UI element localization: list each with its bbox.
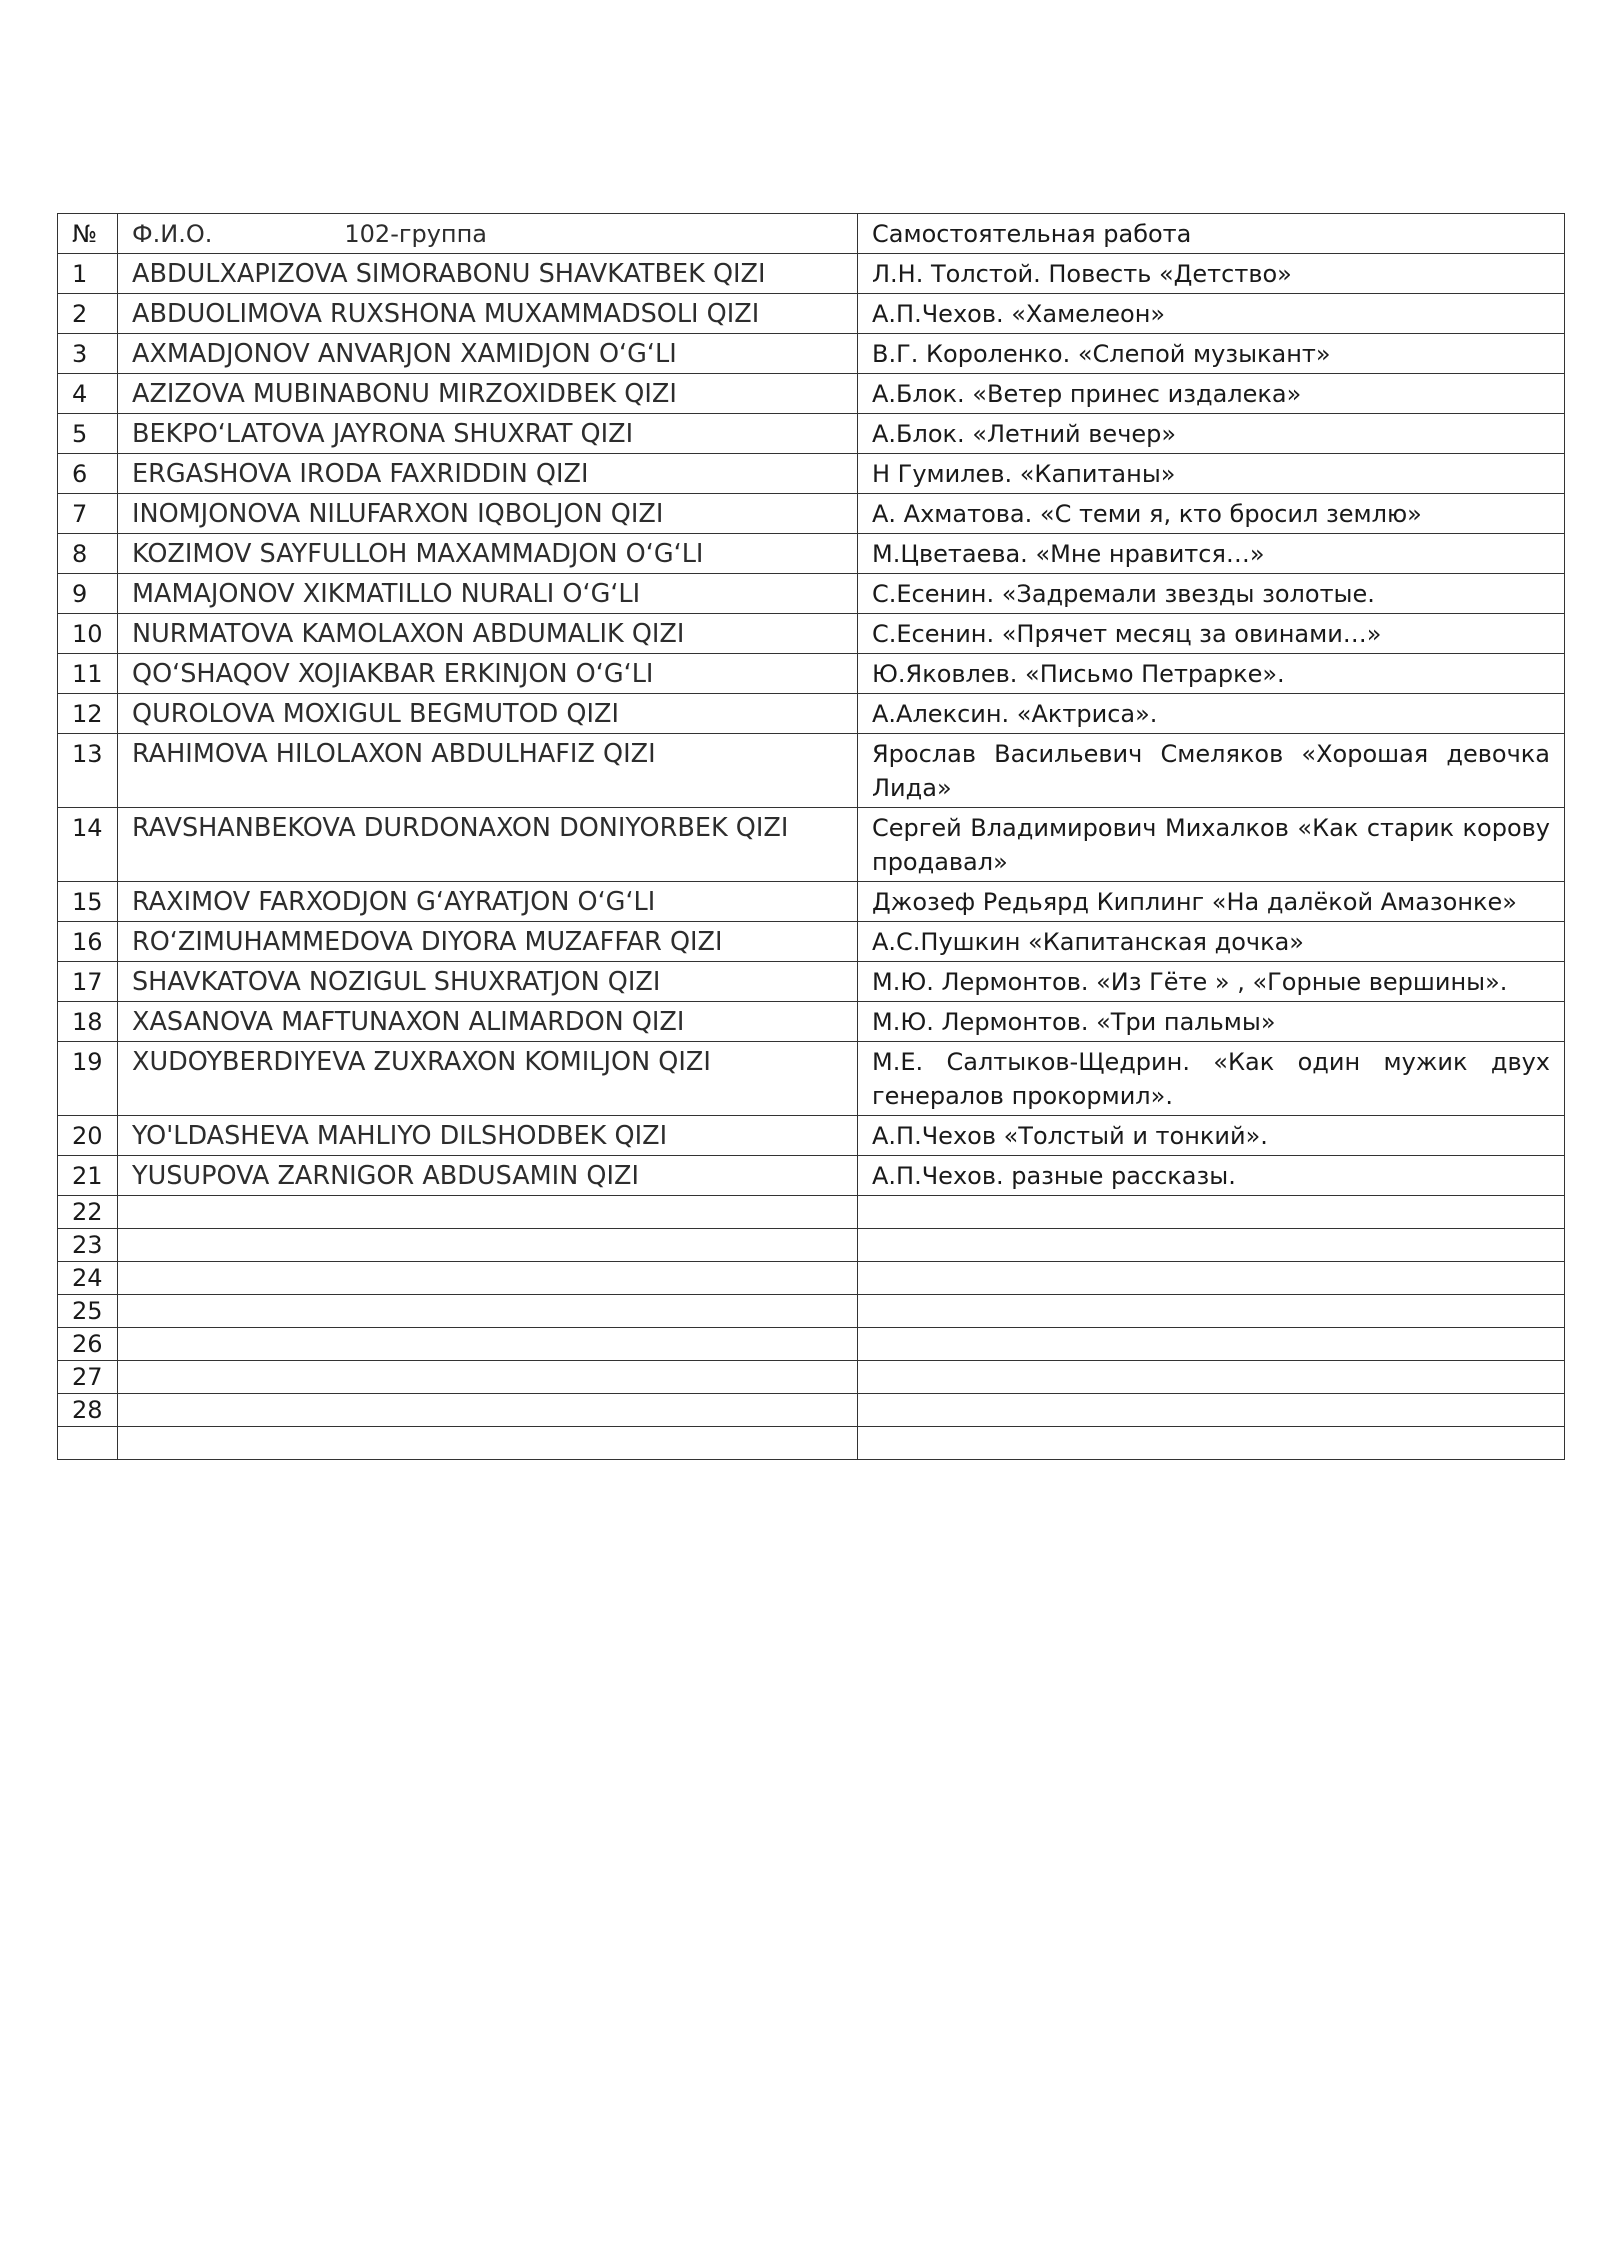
- row-number: 25: [58, 1295, 118, 1328]
- row-number: 24: [58, 1262, 118, 1295]
- header-fio: Ф.И.О.: [132, 220, 213, 248]
- assignment-title: В.Г. Короленко. «Слепой музыкант»: [858, 334, 1565, 374]
- student-name: [118, 1196, 858, 1229]
- student-name: BEKPO‘LATOVA JAYRONA SHUXRAT QIZI: [118, 414, 858, 454]
- assignment-title: [858, 1262, 1565, 1295]
- assignment-title: [858, 1196, 1565, 1229]
- student-name: KOZIMOV SAYFULLOH MAXAMMADJON O‘G‘LI: [118, 534, 858, 574]
- assignment-title: Ярослав Васильевич Смеляков «Хорошая девочка Лида»: [858, 734, 1565, 808]
- assignment-title: А.С.Пушкин «Капитанская дочка»: [858, 922, 1565, 962]
- row-number: 20: [58, 1116, 118, 1156]
- table-row: [58, 734, 1565, 808]
- student-name: YUSUPOVA ZARNIGOR ABDUSAMIN QIZI: [118, 1156, 858, 1196]
- student-name: [118, 1361, 858, 1394]
- assignment-title: [858, 1427, 1565, 1460]
- row-number: 23: [58, 1229, 118, 1262]
- assignment-title: А.Блок. «Ветер принес издалека»: [858, 374, 1565, 414]
- row-number: 16: [58, 922, 118, 962]
- row-number: 6: [58, 454, 118, 494]
- student-name: XUDOYBERDIYEVA ZUXRAXON KOMILJON QIZI: [118, 1042, 858, 1116]
- student-name: ABDUOLIMOVA RUXSHONA MUXAMMADSOLI QIZI: [118, 294, 858, 334]
- student-name: QO‘SHAQOV XOJIAKBAR ERKINJON O‘G‘LI: [118, 654, 858, 694]
- assignment-title: А. Ахматова. «С теми я, кто бросил землю»: [858, 494, 1565, 534]
- table-row: [58, 1156, 1565, 1196]
- assignment-title: М.Ю. Лермонтов. «Из Гёте » , «Горные вершины».: [858, 962, 1565, 1002]
- table-row: [58, 1229, 1565, 1262]
- row-number: 13: [58, 734, 118, 808]
- table-row: [58, 454, 1565, 494]
- student-name: [118, 1262, 858, 1295]
- table-row: [58, 808, 1565, 882]
- row-number: 22: [58, 1196, 118, 1229]
- row-number: 4: [58, 374, 118, 414]
- assignment-title: Л.Н. Толстой. Повесть «Детство»: [858, 254, 1565, 294]
- header-fio-cell: [118, 214, 858, 254]
- table-row: [58, 1394, 1565, 1427]
- assignment-title: А.П.Чехов. разные рассказы.: [858, 1156, 1565, 1196]
- student-name: RAVSHANBEKOVA DURDONAXON DONIYORBEK QIZI: [118, 808, 858, 882]
- student-name: [118, 1427, 858, 1460]
- table-row: [58, 1002, 1565, 1042]
- table-header-row: [58, 214, 1565, 254]
- assignment-title: С.Есенин. «Прячет месяц за овинами…»: [858, 614, 1565, 654]
- table-row: [58, 1295, 1565, 1328]
- row-number: 8: [58, 534, 118, 574]
- student-name: ABDULXAPIZOVA SIMORABONU SHAVKATBEK QIZI: [118, 254, 858, 294]
- student-name: ERGASHOVA IRODA FAXRIDDIN QIZI: [118, 454, 858, 494]
- student-name: RAHIMOVA HILOLAXON ABDULHAFIZ QIZI: [118, 734, 858, 808]
- assignment-title: М.Ю. Лермонтов. «Три пальмы»: [858, 1002, 1565, 1042]
- student-assignment-table: [57, 213, 1565, 1460]
- student-name: XASANOVA MAFTUNAXON ALIMARDON QIZI: [118, 1002, 858, 1042]
- student-name: [118, 1328, 858, 1361]
- student-name: SHAVKATOVA NOZIGUL SHUXRATJON QIZI: [118, 962, 858, 1002]
- table-row: [58, 1361, 1565, 1394]
- table-row: [58, 574, 1565, 614]
- student-name: INOMJONOVA NILUFARXON IQBOLJON QIZI: [118, 494, 858, 534]
- row-number: 17: [58, 962, 118, 1002]
- assignment-title: Сергей Владимирович Михалков «Как старик корову продавал»: [858, 808, 1565, 882]
- row-number: 28: [58, 1394, 118, 1427]
- table-row: [58, 1196, 1565, 1229]
- student-name: AXMADJONOV ANVARJON XAMIDJON O‘G‘LI: [118, 334, 858, 374]
- student-name: MAMAJONOV XIKMATILLO NURALI O‘G‘LI: [118, 574, 858, 614]
- table-row: [58, 922, 1565, 962]
- row-number: 11: [58, 654, 118, 694]
- row-number: 9: [58, 574, 118, 614]
- header-work: Самостоятельная работа: [858, 214, 1565, 254]
- header-group: 102-группа: [344, 220, 487, 248]
- row-number: 19: [58, 1042, 118, 1116]
- student-name: YO'LDASHEVA MAHLIYO DILSHODBEK QIZI: [118, 1116, 858, 1156]
- student-name: NURMATOVA KAMOLAXON ABDUMALIK QIZI: [118, 614, 858, 654]
- row-number: 12: [58, 694, 118, 734]
- assignment-title: С.Есенин. «Задремали звезды золотые.: [858, 574, 1565, 614]
- table-row: [58, 882, 1565, 922]
- student-name: AZIZOVA MUBINABONU MIRZOXIDBEK QIZI: [118, 374, 858, 414]
- row-number: 3: [58, 334, 118, 374]
- assignment-title: А.Алексин. «Актриса».: [858, 694, 1565, 734]
- row-number: [58, 1427, 118, 1460]
- row-number: 18: [58, 1002, 118, 1042]
- student-name: RO‘ZIMUHAMMEDOVA DIYORA MUZAFFAR QIZI: [118, 922, 858, 962]
- table-body: [58, 214, 1565, 1460]
- table-row: [58, 1116, 1565, 1156]
- row-number: 1: [58, 254, 118, 294]
- row-number: 15: [58, 882, 118, 922]
- row-number: 14: [58, 808, 118, 882]
- row-number: 7: [58, 494, 118, 534]
- row-number: 10: [58, 614, 118, 654]
- assignment-title: А.П.Чехов «Толстый и тонкий».: [858, 1116, 1565, 1156]
- table-row: [58, 534, 1565, 574]
- table-row: [58, 1328, 1565, 1361]
- table-row: [58, 374, 1565, 414]
- table-row: [58, 294, 1565, 334]
- table-row: [58, 254, 1565, 294]
- row-number: 26: [58, 1328, 118, 1361]
- header-number: №: [58, 214, 118, 254]
- table-row: [58, 494, 1565, 534]
- assignment-title: М.Е. Салтыков-Щедрин. «Как один мужик двух генералов прокормил».: [858, 1042, 1565, 1116]
- table-row: [58, 962, 1565, 1002]
- assignment-title: [858, 1361, 1565, 1394]
- row-number: 27: [58, 1361, 118, 1394]
- table-row: [58, 1427, 1565, 1460]
- row-number: 21: [58, 1156, 118, 1196]
- row-number: 5: [58, 414, 118, 454]
- assignment-title: А.Блок. «Летний вечер»: [858, 414, 1565, 454]
- table-row: [58, 614, 1565, 654]
- table-row: [58, 1042, 1565, 1116]
- student-name: QUROLOVA MOXIGUL BEGMUTOD QIZI: [118, 694, 858, 734]
- assignment-title: [858, 1295, 1565, 1328]
- assignment-title: М.Цветаева. «Мне нравится…»: [858, 534, 1565, 574]
- student-name: [118, 1295, 858, 1328]
- table-row: [58, 694, 1565, 734]
- assignment-title: [858, 1394, 1565, 1427]
- assignment-title: А.П.Чехов. «Хамелеон»: [858, 294, 1565, 334]
- assignment-title: Н Гумилев. «Капитаны»: [858, 454, 1565, 494]
- assignment-title: [858, 1328, 1565, 1361]
- table-row: [58, 654, 1565, 694]
- student-name: [118, 1229, 858, 1262]
- row-number: 2: [58, 294, 118, 334]
- table-row: [58, 414, 1565, 454]
- assignment-title: Ю.Яковлев. «Письмо Петрарке».: [858, 654, 1565, 694]
- student-name: [118, 1394, 858, 1427]
- student-name: RAXIMOV FARXODJON G‘AYRATJON O‘G‘LI: [118, 882, 858, 922]
- assignment-title: [858, 1229, 1565, 1262]
- assignment-title: Джозеф Редьярд Киплинг «На далёкой Амазонке»: [858, 882, 1565, 922]
- table-row: [58, 1262, 1565, 1295]
- table-row: [58, 334, 1565, 374]
